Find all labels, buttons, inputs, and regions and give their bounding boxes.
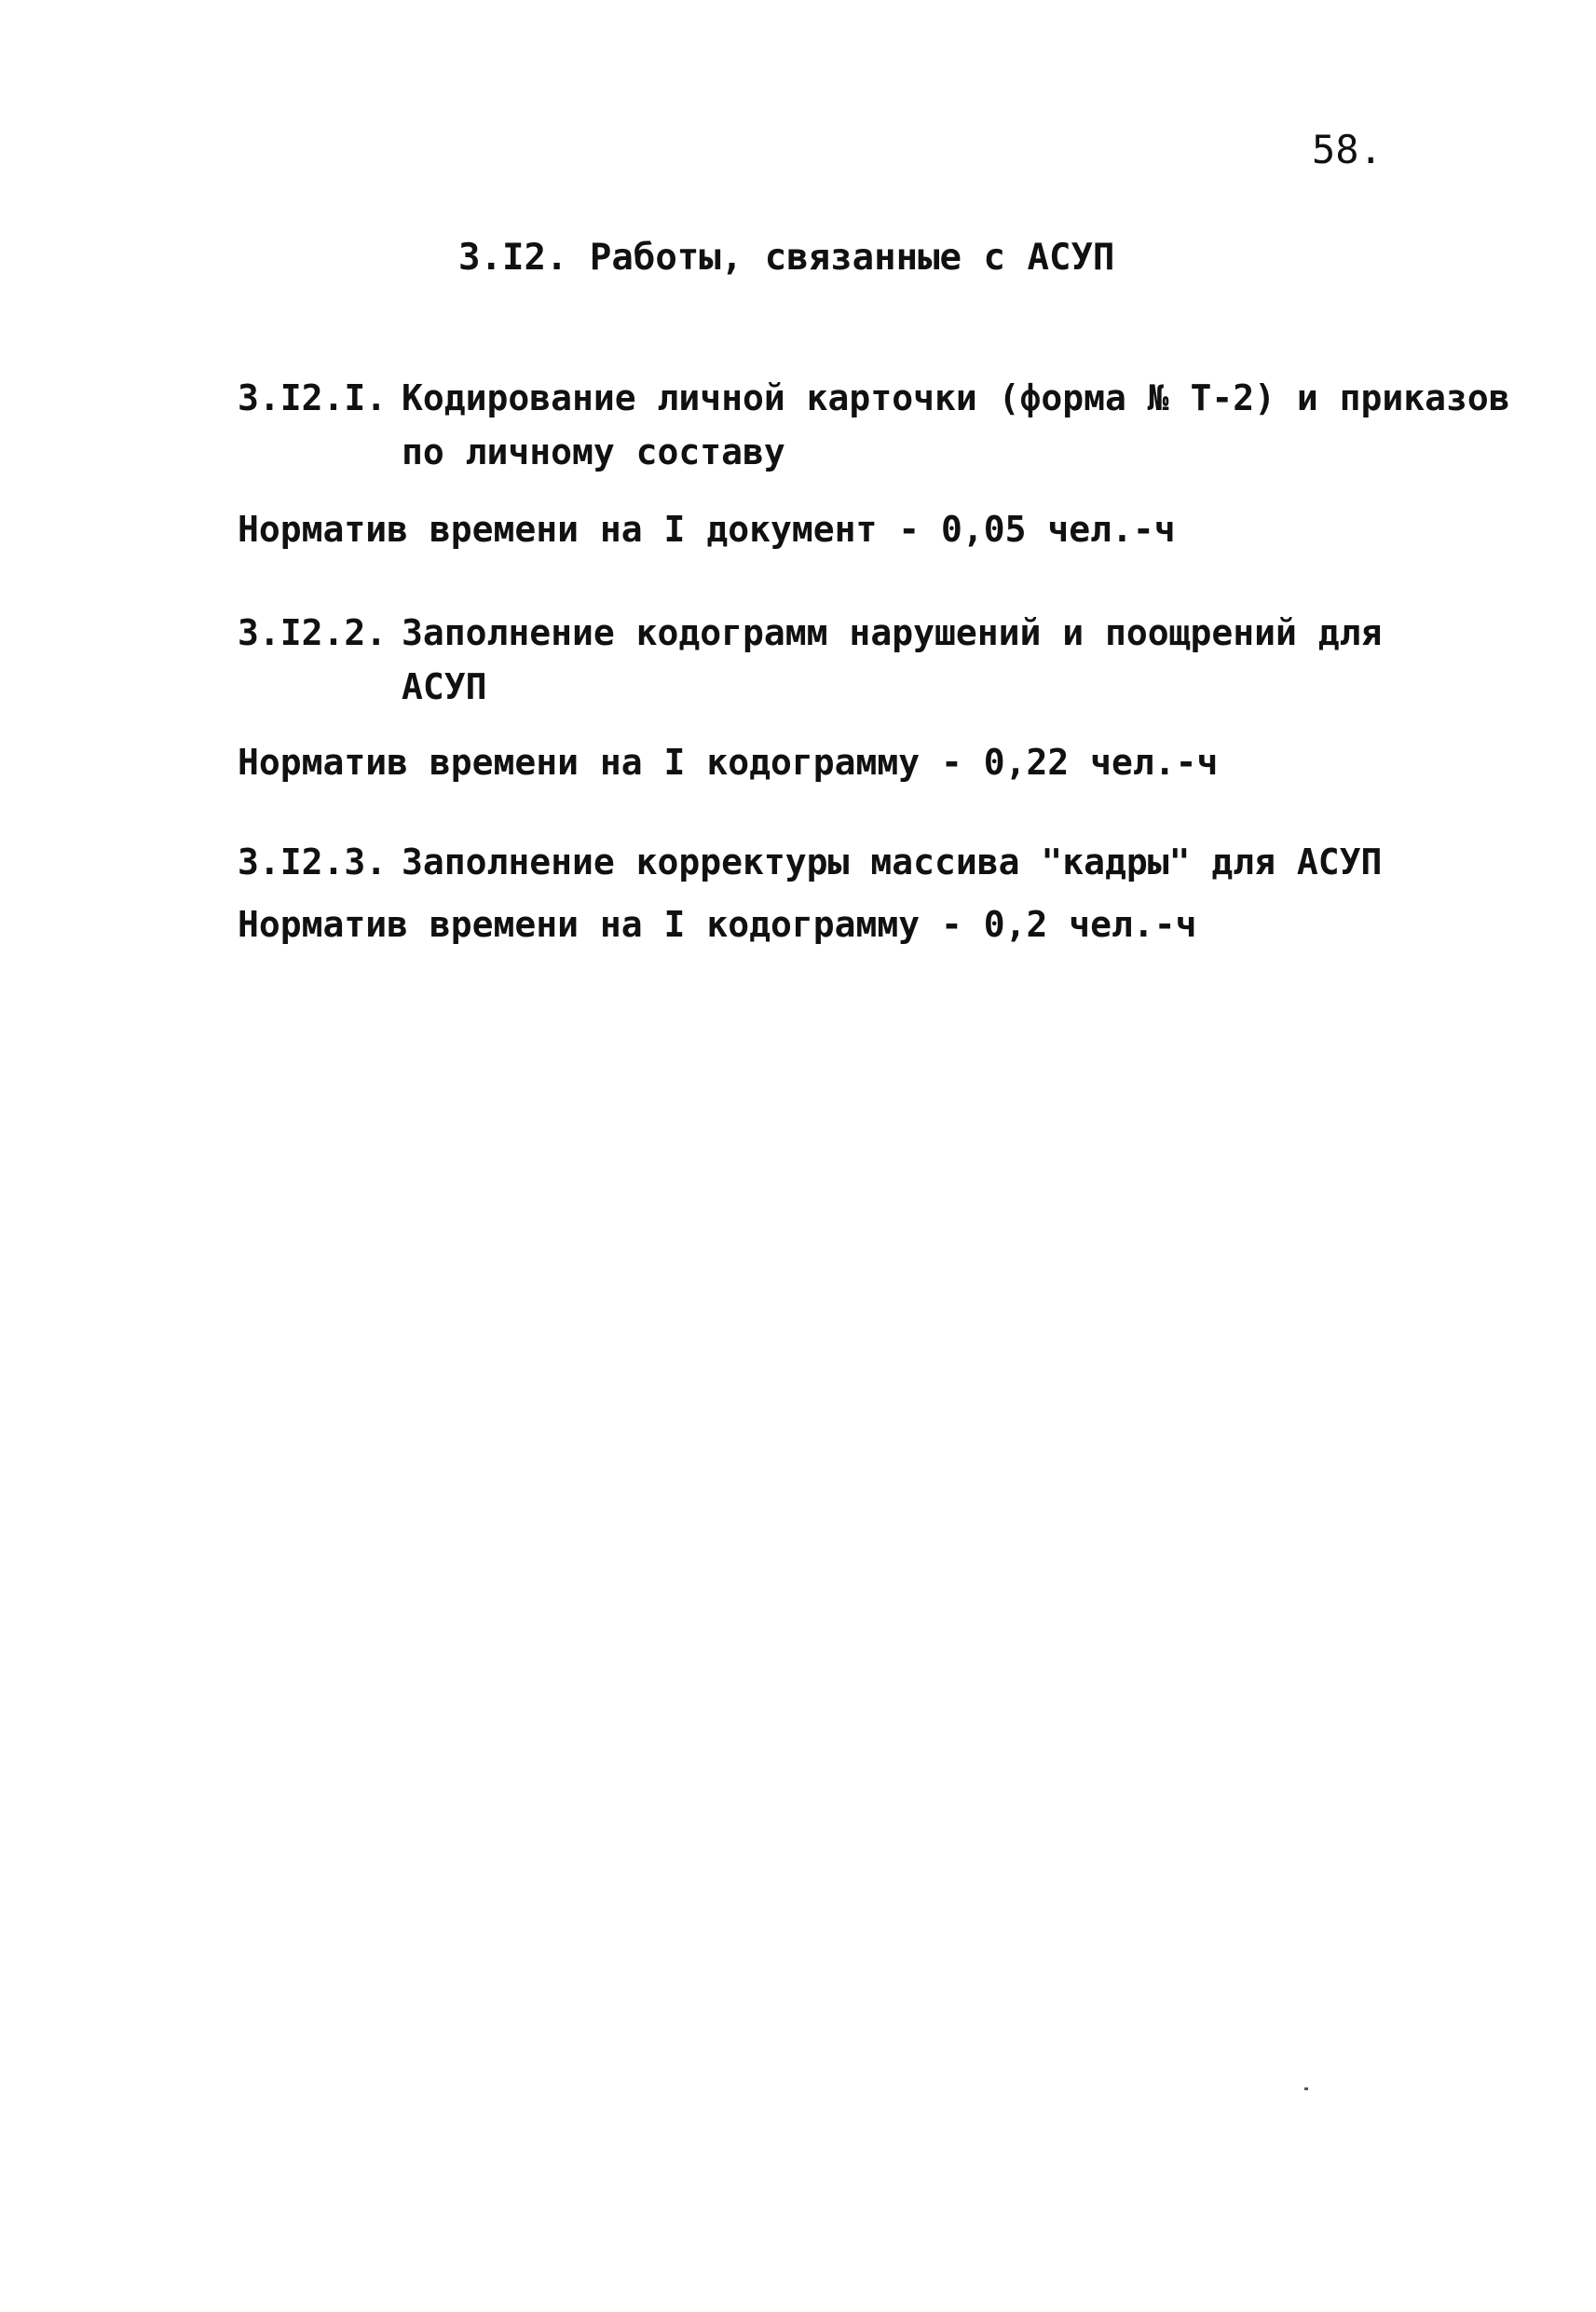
item-title-line: Кодирование личной карточки (форма № Т-2) и приказов (402, 377, 1510, 418)
page-number: 58. (1312, 127, 1383, 172)
item-heading-1 (238, 371, 1510, 479)
scan-speck (1304, 2087, 1308, 2090)
section-title: 3.I2. Работы, связанные с АСУП (458, 237, 1115, 279)
norm-line-1: Норматив времени на I документ - 0,05 чел.-ч (238, 509, 1176, 550)
item-title-line: Заполнение корректуры массива "кадры" для АСУП (402, 841, 1383, 882)
norm-line-3: Норматив времени на I кодограмму - 0,2 чел.-ч (238, 904, 1197, 945)
item-number: 3.I2.2. (238, 612, 388, 653)
norm-line-2: Норматив времени на I кодограмму - 0,22 чел.-ч (238, 742, 1219, 783)
item-heading-3 (238, 835, 1382, 889)
item-title-continuation: АСУП (402, 666, 487, 707)
item-title-continuation: по личному составу (402, 431, 785, 472)
item-number: 3.I2.3. (238, 841, 388, 882)
item-title-line: Заполнение кодограмм нарушений и поощрений для (402, 612, 1383, 653)
item-number: 3.I2.I. (238, 377, 388, 418)
item-heading-2 (238, 606, 1382, 714)
